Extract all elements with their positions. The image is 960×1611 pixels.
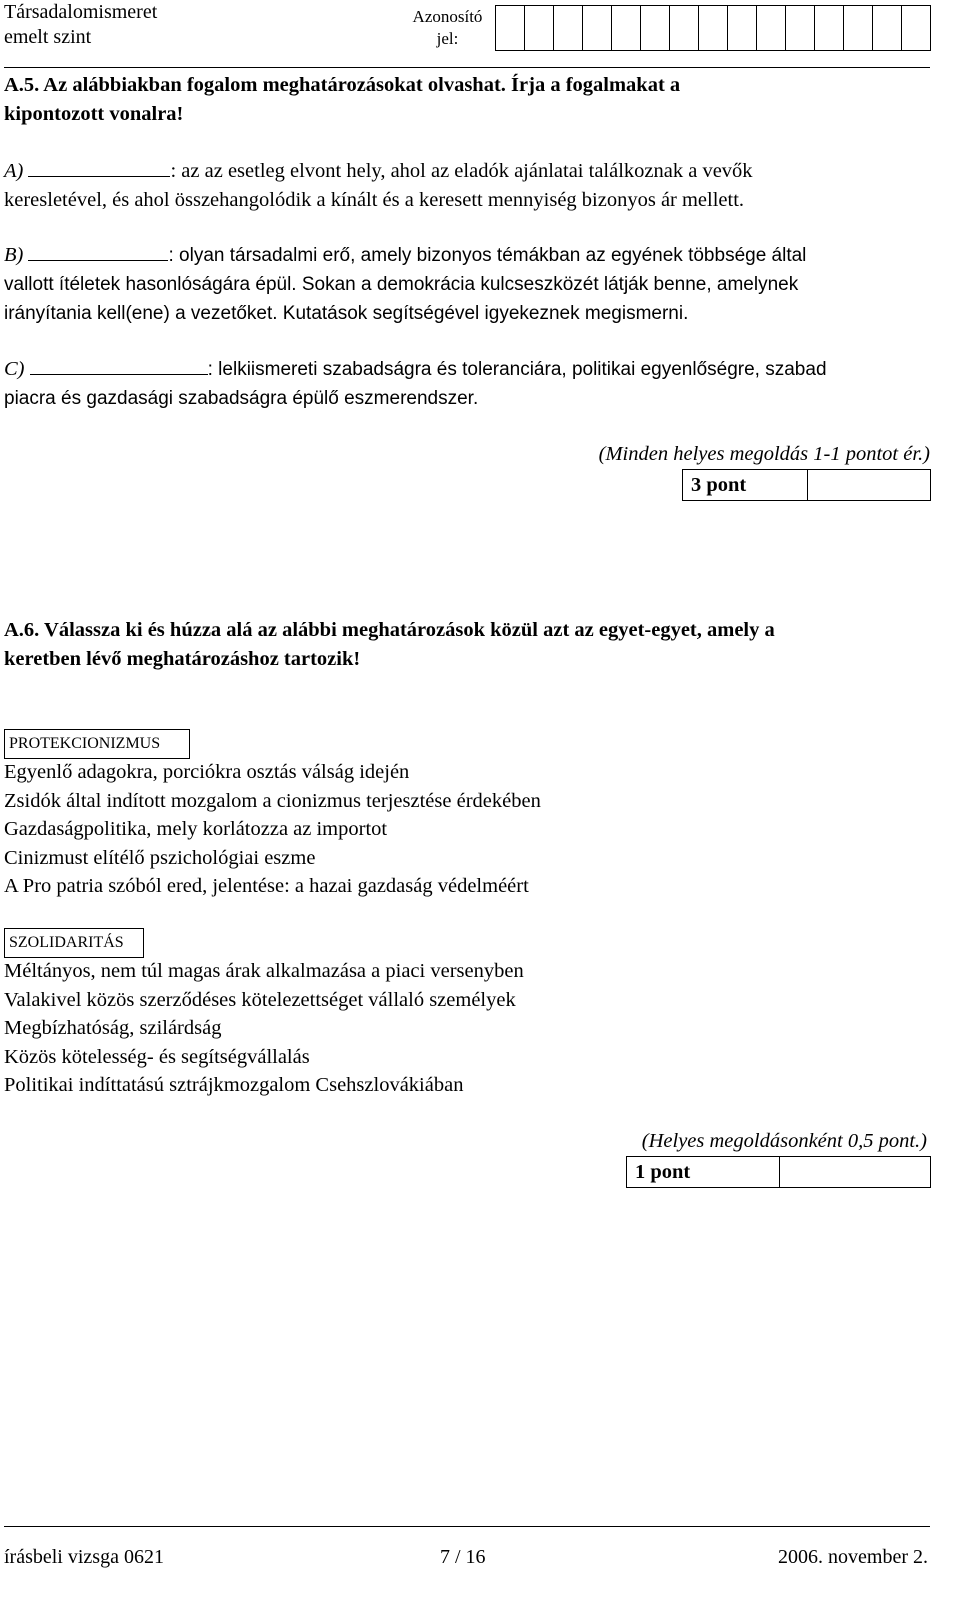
keyword-box-protekcionizmus: PROTEKCIONIZMUS: [4, 729, 190, 759]
id-box[interactable]: [611, 5, 641, 51]
a5-item-c-blank[interactable]: [30, 356, 208, 375]
option-item[interactable]: Méltányos, nem túl magas árak alkalmazása a piaci versenyben: [4, 960, 524, 982]
option-item[interactable]: Zsidók által indított mozgalom a cionizmus terjesztése érdekében: [4, 789, 541, 812]
id-box[interactable]: [495, 5, 525, 51]
id-box[interactable]: [553, 5, 583, 51]
a5-score-entry-cell[interactable]: [808, 470, 930, 500]
a5-item-a-line2: keresletével, és ahol összehangolódik a kínált és a keresett mennyiség bizonyos ár mellett.: [4, 189, 745, 211]
a5-item-c-line2: piacra és gazdasági szabadságra épülő eszmerendszer.: [4, 388, 479, 409]
a6-score-box: [626, 1156, 931, 1188]
a5-score-label-cell: [683, 470, 808, 500]
option-item[interactable]: Cinizmust elítélő pszichológiai eszme: [4, 846, 316, 869]
option-item[interactable]: Közös kötelesség- és segítségvállalás: [4, 1045, 310, 1068]
a5-item-a-line1: [4, 157, 753, 186]
footer-page-number: 7 / 16: [440, 1546, 486, 1568]
a5-item-b-line1: [4, 241, 806, 270]
footer-exam-code: írásbeli vizsga 0621: [4, 1546, 164, 1568]
id-label-line2: jel:: [436, 29, 459, 48]
a5-item-c-definition: : lelkiismereti szabadságra és toleranciára, politikai egyenlőségre, szabad: [207, 359, 827, 380]
footer-date: 2006. november 2.: [778, 1546, 928, 1568]
a5-title-line1: A.5. Az alábbiakban fogalom meghatározásokat olvashat. Írja a fogalmakat a: [4, 74, 681, 96]
a5-item-a-definition: : az az esetleg elvont hely, ahol az eladók ajánlatai találkoznak a vevők: [170, 160, 753, 182]
a5-item-c-letter: C): [4, 358, 25, 380]
id-box[interactable]: [901, 5, 931, 51]
a5-score-label: 3 pont: [691, 474, 747, 496]
a5-item-c-line1: [4, 355, 827, 384]
option-list-protekcionizmus: [4, 758, 541, 901]
option-item[interactable]: Megbízhatóság, szilárdság: [4, 1017, 222, 1039]
option-item[interactable]: A Pro patria szóból ered, jelentése: a hazai gazdaság védelméért: [4, 875, 529, 897]
id-box[interactable]: [640, 5, 670, 51]
a5-scoring-note: (Minden helyes megoldás 1-1 pontot ér.): [598, 443, 930, 465]
a6-scoring-note: (Helyes megoldásonként 0,5 pont.): [641, 1130, 927, 1152]
a5-item-b-letter: B): [4, 244, 24, 266]
option-item[interactable]: Valakivel közös szerződéses kötelezettséget vállaló személyek: [4, 988, 516, 1011]
option-item[interactable]: Politikai indíttatású sztrájkmozgalom Csehszlovákiában: [4, 1074, 464, 1096]
a6-score-entry-cell[interactable]: [780, 1157, 930, 1187]
a6-title-line2: keretben lévő meghatározáshoz tartozik!: [4, 648, 361, 670]
id-box[interactable]: [843, 5, 873, 51]
a5-item-b-line2: vallott ítéletek hasonlóságára épül. Sokan a demokrácia kulcseszközét látják benne, amelynek: [4, 274, 799, 295]
id-box[interactable]: [756, 5, 786, 51]
id-box[interactable]: [785, 5, 815, 51]
option-item[interactable]: Egyenlő adagokra, porciókra osztás válság idején: [4, 761, 410, 783]
id-box[interactable]: [669, 5, 699, 51]
id-box[interactable]: [872, 5, 902, 51]
id-box[interactable]: [582, 5, 612, 51]
a5-item-a-letter: A): [4, 160, 24, 182]
a6-title-line1: A.6. Válassza ki és húzza alá az alábbi meghatározások közül azt az egyet-egyet, amely a: [4, 619, 775, 641]
a5-title-line2: kipontozott vonalra!: [4, 103, 184, 125]
id-label-line1: Azonosító: [412, 7, 483, 26]
option-item[interactable]: Gazdaságpolitika, mely korlátozza az importot: [4, 818, 388, 840]
a5-item-b-line3: irányítania kell(ene) a vezetőket. Kutatások segítségével igyekeznek megismerni.: [4, 303, 689, 324]
a5-item-b-definition: : olyan társadalmi erő, amely bizonyos témákban az egyének többsége által: [168, 245, 807, 266]
a6-score-label-cell: [627, 1157, 780, 1187]
keyword-box-szolidaritas: SZOLIDARITÁS: [4, 928, 144, 958]
a6-score-label: 1 pont: [635, 1161, 691, 1183]
a5-item-b-blank[interactable]: [28, 242, 168, 261]
id-box[interactable]: [524, 5, 554, 51]
a5-score-box: [682, 469, 931, 501]
header-rule: [4, 67, 930, 68]
footer-rule: [4, 1526, 930, 1527]
id-box[interactable]: [698, 5, 728, 51]
id-box[interactable]: [814, 5, 844, 51]
a5-item-a-blank[interactable]: [28, 158, 170, 177]
subject-title: Társadalomismeret: [4, 1, 158, 23]
subject-level: emelt szint: [4, 26, 92, 48]
id-box[interactable]: [727, 5, 757, 51]
option-list-szolidaritas: [4, 957, 524, 1100]
